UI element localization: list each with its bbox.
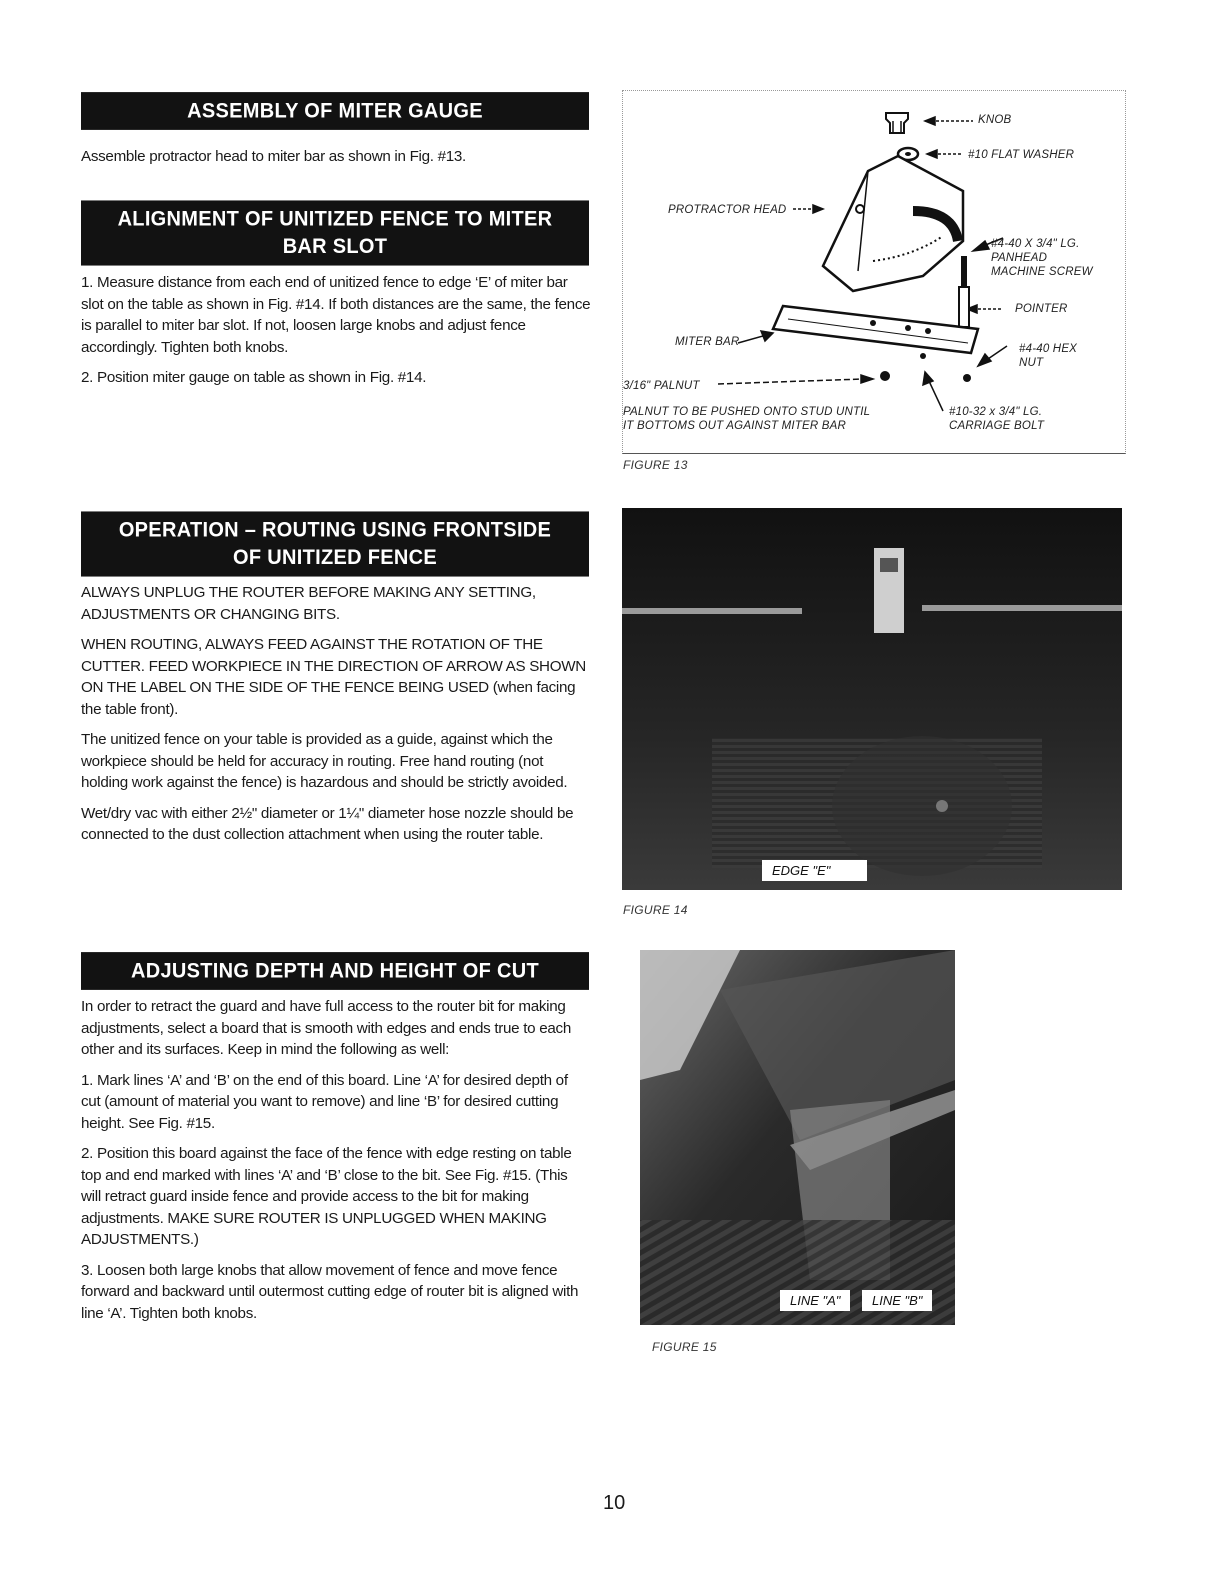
label-palnut-note-l1: PALNUT TO BE PUSHED ONTO STUD UNTIL [623, 406, 871, 418]
operation-fence-guide: The unitized fence on your table is provided as a guide, against which the workpiece should be held for accuracy in routing. Free hand routing (not holding work against the fence) is hazardous and should be strictly avoided. [81, 731, 568, 791]
heading-operation-line1: OPERATION – ROUTING USING FRONTSIDE [118, 518, 552, 542]
alignment-text [81, 272, 591, 398]
line-b-label: LINE "B" [862, 1290, 932, 1311]
figure-13-caption: FIGURE 13 [623, 458, 688, 472]
label-pointer: POINTER [1015, 303, 1068, 315]
heading-miter-gauge: ASSEMBLY OF MITER GAUGE [81, 92, 589, 130]
label-machine-screw-l2: PANHEAD [991, 252, 1048, 264]
operation-text [81, 582, 591, 855]
label-machine-screw-l3: MACHINE SCREW [991, 266, 1093, 278]
miter-bar-icon [773, 306, 978, 353]
knob-icon [886, 113, 908, 133]
heading-adjusting-depth: ADJUSTING DEPTH AND HEIGHT OF CUT [81, 952, 589, 990]
heading-alignment [81, 200, 589, 265]
pointer-icon [959, 256, 969, 327]
heading-alignment-line1: ALIGNMENT OF UNITIZED FENCE TO MITER [117, 207, 553, 231]
heading-operation [81, 511, 589, 576]
miter-gauge-text [81, 146, 591, 177]
depth-intro: In order to retract the guard and have full access to the router bit for making adjustments, select a board that is smooth with edges and ends true to each other and its surfaces. Keep in mind the following as well: [81, 998, 571, 1058]
depth-step-3: 3. Loosen both large knobs that allow movement of fence and move fence forward and backward until outermost cutting edge of router bit is aligned with line ‘A’. Tighten both knobs. [81, 1261, 579, 1322]
label-palnut: 3/16" PALNUT [623, 380, 700, 392]
figure-14-caption: FIGURE 14 [623, 903, 688, 917]
label-carriage-bolt-l2: CARRIAGE BOLT [949, 420, 1045, 432]
alignment-step-2: 2. Position miter gauge on table as shown in Fig. #14. [81, 369, 427, 386]
miter-gauge-paragraph: Assemble protractor head to miter bar as shown in Fig. #13. [81, 148, 466, 165]
heading-operation-line2: OF UNITIZED FENCE [233, 546, 437, 570]
alignment-step-1: 1. Measure distance from each end of unitized fence to edge ‘E’ of miter bar slot on the table as shown in Fig. #14. If both distances are the same, the fence is parallel to miter bar slot. If not, loosen large knobs and adjust fence accordingly. Tighten both knobs. [81, 274, 591, 356]
fence-board-photo [640, 950, 955, 1325]
depth-step-2: 2. Position this board against the face of the fence with edge resting on table top and end marked with lines ‘A’ and ‘B’ close to the bit. See Fig. #15. (This will retract guard inside fence and provide access to the bit for making adjustments. MAKE SURE ROUTER IS UNPLUGGED WHEN MAKING ADJUSTMENTS.) [81, 1145, 572, 1248]
hex-nut-icon [963, 374, 971, 382]
figure-14-photo [622, 508, 1122, 890]
label-machine-screw-l1: #4-40 X 3/4" LG. [991, 238, 1080, 250]
operation-warning-feed: WHEN ROUTING, ALWAYS FEED AGAINST THE ROTATION OF THE CUTTER. FEED WORKPIECE IN THE DIRECTION OF ARROW AS SHOWN ON THE LABEL ON THE SIDE OF THE FENCE BEING USED (when facing the table front). [81, 636, 586, 718]
protractor-head-icon [823, 156, 963, 291]
label-palnut-note-l2: IT BOTTOMS OUT AGAINST MITER BAR [623, 420, 846, 432]
depth-text [81, 996, 591, 1333]
edge-e-label: EDGE "E" [762, 860, 867, 881]
label-carriage-bolt [949, 405, 1044, 433]
label-machine-screw [991, 237, 1093, 279]
figure-15-caption: FIGURE 15 [652, 1340, 717, 1354]
operation-warning-unplug: ALWAYS UNPLUG THE ROUTER BEFORE MAKING ANY SETTING, ADJUSTMENTS OR CHANGING BITS. [81, 584, 536, 623]
figure-15-photo [640, 950, 955, 1325]
figure-13-frame [622, 90, 1126, 454]
label-hex-nut [1019, 342, 1077, 370]
label-hex-nut-l1: #4-40 HEX [1019, 343, 1078, 355]
label-knob: KNOB [978, 114, 1012, 126]
carriage-bolt-icon [920, 353, 926, 359]
label-miter-bar: MITER BAR [675, 336, 740, 348]
operation-dust-collection: Wet/dry vac with either 2½" diameter or 1¼" diameter hose nozzle should be connected to the dust collection attachment when using the router table. [81, 804, 574, 843]
page-number: 10 [603, 1492, 626, 1514]
label-palnut-note [623, 405, 870, 433]
label-carriage-bolt-l1: #10-32 x 3/4" LG. [949, 406, 1043, 418]
label-flat-washer: #10 FLAT WASHER [968, 149, 1075, 161]
label-protractor-head: PROTRACTOR HEAD [668, 204, 787, 216]
router-table-photo [622, 508, 1122, 890]
line-a-label: LINE "A" [780, 1290, 850, 1311]
heading-alignment-line2: BAR SLOT [282, 235, 388, 259]
label-hex-nut-l2: NUT [1019, 357, 1044, 369]
palnut-icon [880, 371, 890, 381]
depth-step-1: 1. Mark lines ‘A’ and ‘B’ on the end of this board. Line ‘A’ for desired depth of cut (amount of material you want to remove) and line ‘B’ for desired cutting height. See Fig. #15. [81, 1071, 568, 1132]
